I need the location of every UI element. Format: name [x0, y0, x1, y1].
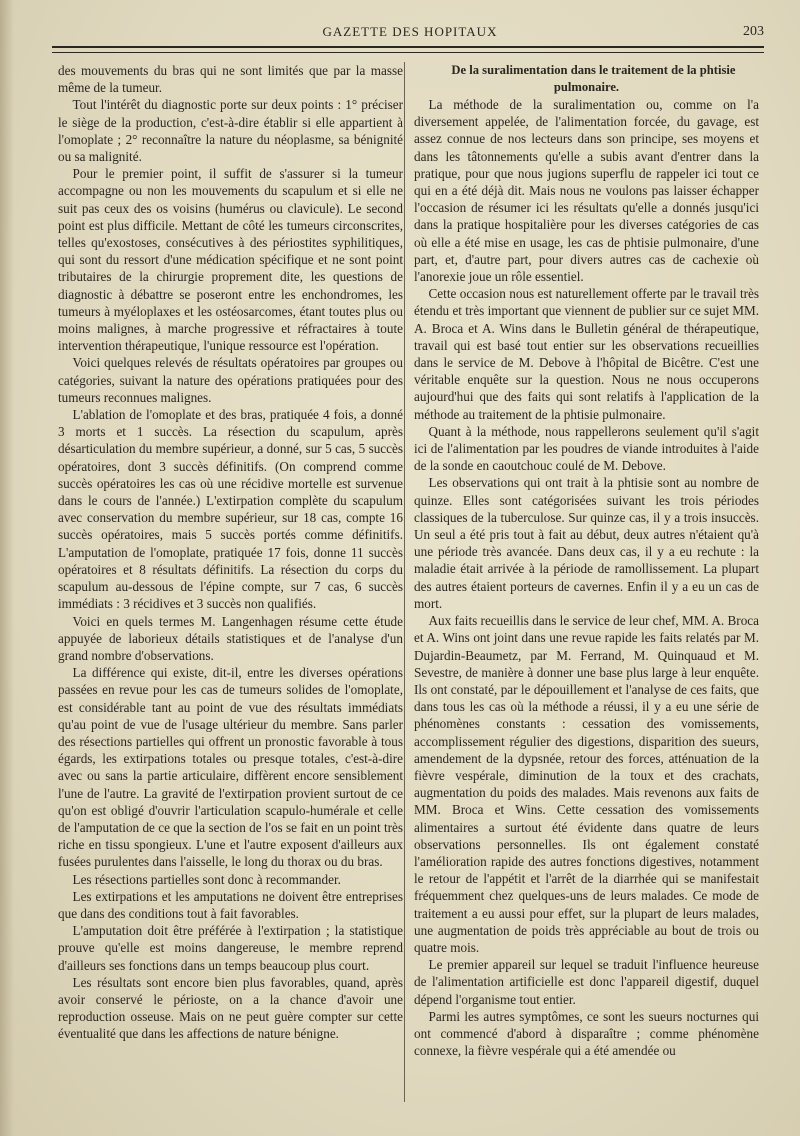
paragraph: Les résultats sont encore bien plus favorables, quand, après avoir conservé le périoste, on a la chance d'avoir une reproduction osseuse. Mais on ne peut guère compter sur cette éventualité que dans les affections de nature bénigne. — [58, 974, 403, 1042]
right-column — [414, 62, 759, 1059]
paragraph: La différence qui existe, dit-il, entre les diverses opérations passées en revue pour les cas de tumeurs solides de l'omoplate, est considérable tant au point de vue des résultats immédiats qu'au point de vue de l'usage ultérieur du membre. Sans parler des résections partielles qui offrent un pronostic favorable à tous égards, les extirpations totales ou presque totales, c'est-à-dire avec ou sans la partie articulaire, diffèrent encore sensiblement l'une de l'autre. La gravité de l'extirpation provient surtout de ce qu'on est obligé d'ouvrir l'articulation scapulo-humérale et celle de l'amputation de ce que la section de l'os se fait en un point très riche en tissu spongieux. L'une et l'autre exposent d'ailleurs aux fusées purulentes dans l'aisselle, le long du thorax ou du bras. — [58, 665, 403, 870]
paragraph: Cette occasion nous est naturellement offerte par le travail très étendu et très important que viennent de publier sur ce sujet MM. A. Broca et A. Wins dans le Bulletin général de thérapeutique, travail qui est basé tout entier sur les observations recueillies dans le service de M. Debove à l'hôpital de Bicêtre. C'est une véritable enquête sur la question. Nous ne nous occuperons aujourd'hui que des faits qui sont relatifs à l'application de la méthode au traitement de la phtisie pulmonaire. — [414, 286, 759, 422]
paragraph: Le premier appareil sur lequel se traduit l'influence heureuse de l'alimentation artificielle est donc l'appareil digestif, duquel dépend l'organisme tout entier. — [414, 957, 759, 1007]
header-rule-thin — [52, 52, 764, 53]
paragraph: Parmi les autres symptômes, ce sont les sueurs nocturnes qui ont commencé d'abord à disparaître ; comme phénomène connexe, la fièvre vespérale qui a été amendée ou — [414, 1008, 759, 1059]
paragraph: L'amputation doit être préférée à l'extirpation ; la statistique prouve qu'elle est moins dangereuse, le membre reprend d'ailleurs ses fonctions dans un temps beaucoup plus court. — [58, 923, 403, 973]
article-title: De la suralimentation dans le traitement de la phtisie pulmonaire. — [451, 63, 736, 94]
paragraph: Pour le premier point, il suffit de s'assurer si la tumeur accompagne ou non les mouvements du scapulum et si elle ne suit pas ceux des os voisins (humérus ou clavicule). Le second point est plus difficile. Mettant de côté les tumeurs circonscrites, telles qu'exostoses, consécutives à des périostites syphilitiques, qui sont du ressort d'une médication spécifique et ne sont point tributaires de la chirurgie proprement dite, les questions de diagnostic à débattre se poseront entre les enchondromes, les tumeurs à myéloplaxes et les ostéosarcomes, étant toutes plus ou moins malignes, à marche progressive et réfractaires à toute intervention thérapeutique, l'unique ressource est l'opération. — [58, 166, 403, 354]
paragraph: Voici quelques relevés de résultats opératoires par groupes ou catégories, suivant la nature des opérations pratiquées pour des tumeurs reconnues malignes. — [58, 355, 403, 405]
page-number: 203 — [743, 24, 764, 39]
paragraph: L'ablation de l'omoplate et des bras, pratiquée 4 fois, a donné 3 morts et 1 succès. La résection du scapulum, après désarticulation du membre supérieur, a donné, sur 5 cas, 5 succès opératoires, dont 3 succès définitifs. (On comprend comme succès opératoires les cas où une récidive mortelle est survenue dans le cours de l'année.) L'extirpation complète du scapulum avec conservation du membre supérieur, sur 18 cas, compte 16 succès opératoires, mais 5 succès portés comme définitifs. L'amputation de l'omoplate, pratiquée 17 fois, donne 11 succès opératoires et 8 résultats définitifs. La résection du corps du scapulum au-dessous de l'épine compte, sur 7 cas, 6 succès immédiats : 3 récidives et 3 succès non qualifiés. — [58, 407, 403, 612]
column-divider — [404, 62, 405, 1102]
paragraph: La méthode de la suralimentation ou, comme on l'a diversement appelée, de l'alimentation forcée, du gavage, est assez connue de nos lecteurs dans son principe, ses moyens et dans les tâtonnements qu'elle a subis avant d'entrer dans la pratique, pour que nous jugions superflu de rappeler ici tout ce qui en a été déjà dit. Mais nous ne voulons pas laisser échapper l'occasion de résumer ici les résultats qu'elle a donnés jusqu'ici dans la pratique hospitalière pour les diverses catégories de cas où elle a été mise en usage, les cas de phtisie pulmonaire, d'une part, et, d'autre part, pour divers autres cas de cachexie où l'anorexie joue un rôle essentiel. — [414, 97, 759, 285]
paragraph: Quant à la méthode, nous rappellerons seulement qu'il s'agit ici de l'alimentation par les poudres de viande introduites à l'aide de la sonde en caoutchouc coulé de M. Debove. — [414, 423, 759, 474]
journal-title: GAZETTE DES HOPITAUX — [322, 24, 498, 39]
paragraph: Tout l'intérêt du diagnostic porte sur deux points : 1° préciser le siège de la production, c'est-à-dire établir si elle appartient à l'omoplate ; 2° reconnaître la nature du néoplasme, sa bénignité ou sa malignité. — [58, 97, 403, 165]
page-spine-shadow — [0, 0, 14, 1136]
header-rule-thick — [52, 46, 764, 48]
paragraph: des mouvements du bras qui ne sont limités que par la masse même de la tumeur. — [58, 63, 403, 96]
paragraph: Les extirpations et les amputations ne doivent être entreprises que dans des conditions tout à fait favorables. — [58, 888, 403, 921]
paragraph: Voici en quels termes M. Langenhagen résume cette étude appuyée de laborieux détails statistiques et de l'analyse d'un grand nombre d'observations. — [58, 613, 403, 663]
left-column — [58, 62, 403, 1043]
paragraph: Les observations qui ont trait à la phtisie sont au nombre de quinze. Elles sont catégorisées suivant les trois périodes classiques de la tuberculose. Sur quinze cas, il y a trois insuccès. Un seul a été pris tout à fait au début, deux autres n'étaient qu'à une période très avancée. Dans deux cas, il y a eu rechute : la maladie était arrivée à la période de ramollissement. La plupart des autres étaient porteurs de cavernes. Enfin il y a eu un cas de mort. — [414, 475, 759, 611]
paragraph: Aux faits recueillis dans le service de leur chef, MM. A. Broca et A. Wins ont joint dans une revue rapide les faits relatés par M. Dujardin-Beaumetz, par M. Ferrand, M. Quinquaud et M. Sevestre, de manière à donner une base plus large à leur enquête. Ils ont constaté, par le dépouillement et l'analyse de ces faits, que dans tous les cas où la méthode a réussi, il y a eu une série de phénomènes constants : cessation des vomissements, accomplissement régulier des digestions, disparition des sueurs, amendement de la dypsnée, retour des forces, atténuation de la fièvre vespérale, diminution de la toux et des crachats, augmentation du poids des malades. Mais revenons aux faits de MM. Broca et Wins. Cette cessation des vomissements alimentaires a surtout été évidente dans quatre de leurs observations personnelles. Ils ont également constaté l'amélioration rapide des autres fonctions digestives, notamment le retour de l'appétit et l'arrêt de la diarrhée qui se manifestait fréquemment chez quelques-uns de leurs malades. Ce mode de traitement a eu aussi pour effet, sur la plupart de leurs malades, une augmentation de poids très appréciable au bout de trois ou quatre mois. — [414, 613, 759, 955]
paragraph: Les résections partielles sont donc à recommander. — [72, 871, 341, 887]
page-header — [0, 24, 800, 46]
